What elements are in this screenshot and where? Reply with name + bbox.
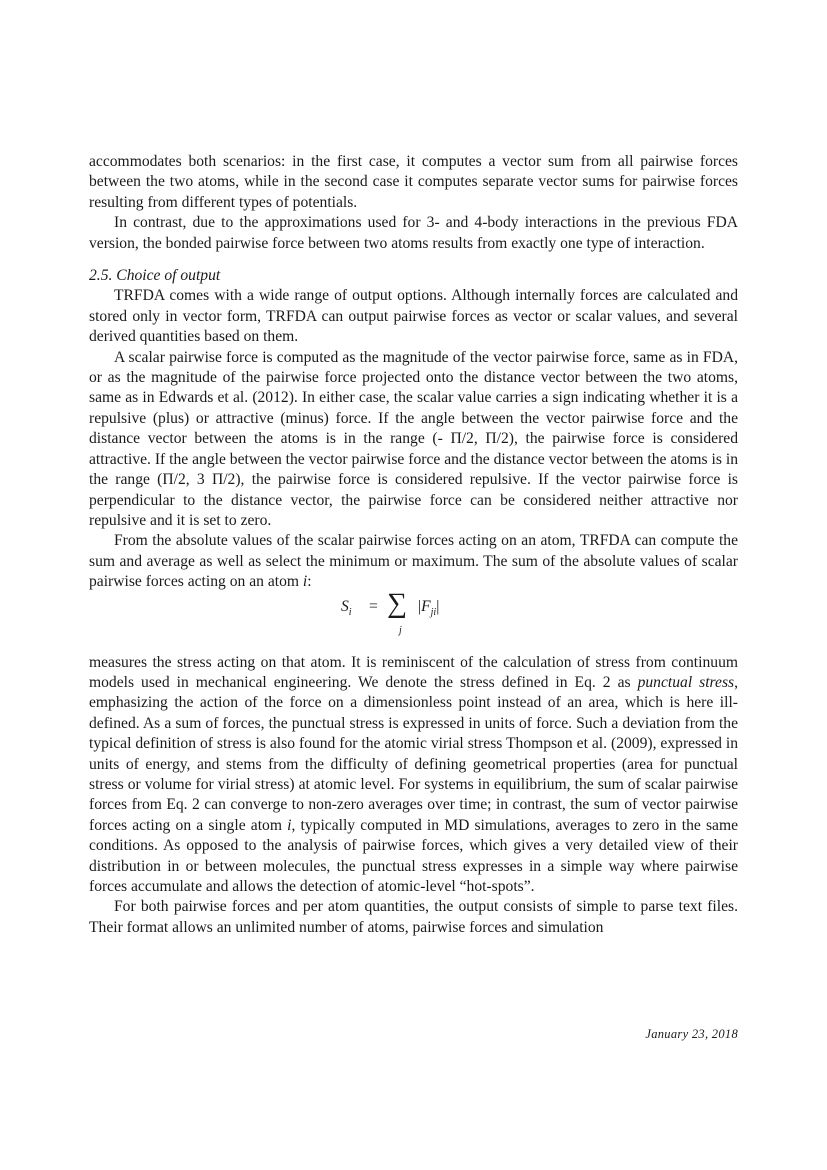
summation-symbol: ∑: [387, 587, 407, 619]
page-body: [89, 152, 738, 938]
section-heading-choice-of-output: 2.5. Choice of output: [89, 267, 221, 285]
equation-equals: =: [369, 597, 378, 615]
paragraph-output-options: TRFDA comes with a wide range of output options. Although internally forces are calculated and stored only in vector form, TRFDA can output pairwise forces as vector or scalar values, and several derived quantities based on them.: [89, 287, 738, 346]
footer-date: January 23, 2018: [645, 1027, 738, 1041]
paragraph-sum-of-forces: [89, 531, 738, 592]
stress-text-b: , emphasizing the action of the force on a dimensionless point instead of an area, which is here ill-defined. As a sum of forces, the punctual stress is expressed in units of force. Such a deviation from the typical definition of stress is also found for the atomic virial stress Thompson et al. (2009), expressed in units of energy, and stems from the difficulty of defining geometrical properties (area for punctual stress or volume for virial stress) at atomic level. For systems in equilibrium, the sum of scalar pairwise forces from Eq. 2 can converge to non-zero averages over time; in contrast, the sum of vector pairwise forces acting on a single atom: [89, 673, 739, 834]
paragraph-output-format: For both pairwise forces and per atom quantities, the output consists of simple to parse text files. Their format allows an unlimited number of atoms, pairwise forces and simulation: [89, 898, 738, 936]
paragraph-fda-contrast: In contrast, due to the approximations used for 3- and 4-body interactions in the previous FDA version, the bonded pairwise force between two atoms results from exactly one type of interaction.: [89, 214, 738, 252]
equation-punctual-stress: [89, 587, 738, 647]
paragraph-punctual-stress: [89, 653, 738, 898]
punctual-stress-term: punctual stress: [637, 673, 735, 691]
sum-text-before: From the absolute values of the scalar pairwise forces acting on an atom, TRFDA can compute the sum and average as well as select the minimum or maximum. The sum of the absolute values of scalar pairwise forces acting on an atom: [89, 532, 738, 591]
paragraph-continuation: accommodates both scenarios: in the first case, it computes a vector sum from all pairwise forces between the two atoms, while in the second case it computes separate vector sums for pairwise forces resulting from different types of potentials.: [89, 153, 738, 211]
paragraph-scalar-pairwise-force: A scalar pairwise force is computed as the magnitude of the vector pairwise force, same as in FDA, or as the magnitude of the pairwise force projected onto the distance vector between the two atoms, same as in Edwards et al. (2012). In either case, the scalar value carries a sign indicating whether it is a repulsive (plus) or attractive (minus) force. If the angle between the vector pairwise force and the distance vector between the atoms is in the range (- Π/2, Π/2), the pairwise force is considered attractive. If the angle between the vector pairwise force and the distance vector between the atoms is in the range (Π/2, 3 Π/2), the pairwise force is considered repulsive. If the vector pairwise force is perpendicular to the distance vector, the pairwise force can be considered neither attractive nor repulsive and it is set to zero.: [89, 348, 738, 529]
equation-lhs: $S_i$: [341, 597, 352, 618]
atom-variable: i: [302, 573, 308, 591]
atom-variable: i: [287, 816, 292, 834]
equation-term: $|F_{ji}|$: [418, 597, 440, 618]
summation-index: j: [399, 624, 402, 636]
stress-text-c: , typically computed in MD simulations, averages to zero in the same conditions. As opposed to the analysis of pairwise forces, which gives a very detailed view of their distribution in or between molecules, the punctual stress expresses in a simple way where pairwise forces accumulate and allows the detection of atomic-level “hot-spots”.: [89, 816, 739, 895]
sum-text-after: :: [307, 573, 312, 591]
stress-text-a: measures the stress acting on that atom. It is reminiscent of the calculation of stress from continuum models used in mechanical engineering. We denote the stress defined in Eq. 2 as: [89, 653, 738, 691]
